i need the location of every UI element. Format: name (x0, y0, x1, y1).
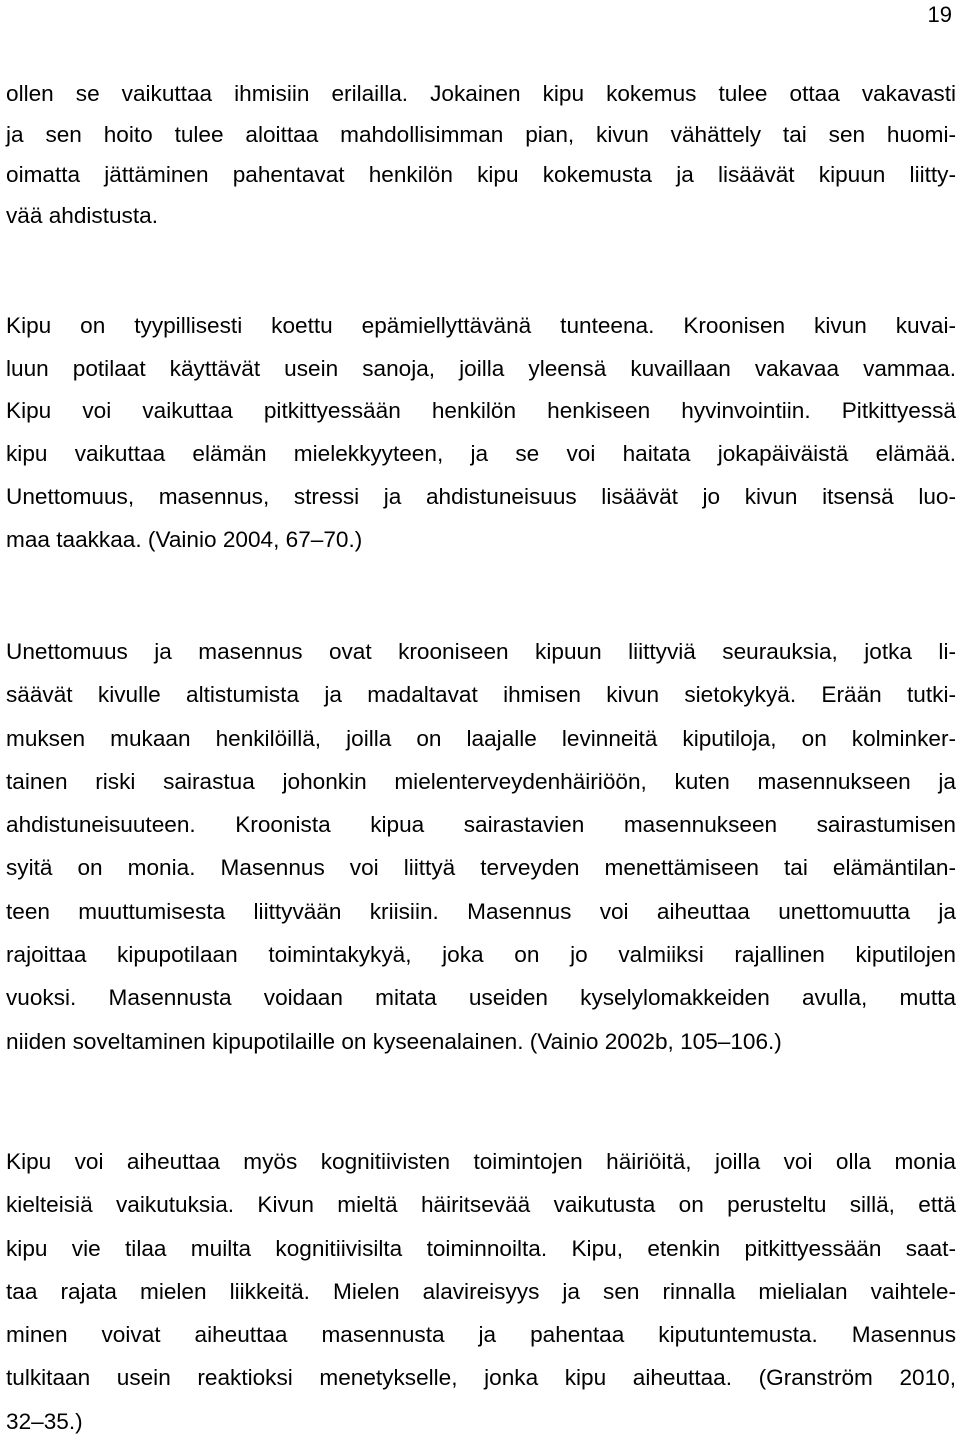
text-line: kipu vie tilaa muilta kognitiivisilta toiminnoilta. Kipu, etenkin pitkittyessään saat- (6, 1235, 956, 1261)
text-line: luun potilaat käyttävät usein sanoja, joilla yleensä kuvaillaan vakavaa vammaa. (6, 355, 956, 381)
page-number: 19 (927, 2, 952, 27)
paragraph-3 (6, 630, 956, 1063)
text-line: oimatta jättäminen pahentavat henkilön kipu kokemusta ja lisäävät kipuun liitty- (6, 162, 956, 187)
paragraph-1 (6, 74, 956, 236)
text-line: kielteisiä vaikutuksia. Kivun mieltä häiritsevää vaikutusta on perusteltu sillä, että (6, 1192, 956, 1218)
text-line: taa rajata mielen liikkeitä. Mielen alavireisyys ja sen rinnalla mielialan vaihtele- (6, 1278, 956, 1304)
text-line: vää ahdistusta. (6, 202, 158, 228)
paragraph-4 (6, 1140, 956, 1443)
text-line: vuoksi. Masennusta voidaan mitata useiden kyselylomakkeiden avulla, mutta (6, 985, 956, 1011)
text-line: Unettomuus ja masennus ovat krooniseen kipuun liittyviä seurauksia, jotka li- (6, 639, 956, 664)
text-line: ollen se vaikuttaa ihmisiin erilailla. Jokainen kipu kokemus tulee ottaa vakavasti (6, 81, 956, 106)
text-line: tainen riski sairastua johonkin mielenterveydenhäiriöön, kuten masennukseen ja (6, 768, 956, 794)
text-line: kipu vaikuttaa elämän mielekkyyteen, ja se voi haitata jokapäiväistä elämää. (6, 441, 956, 467)
text-line: Unettomuus, masennus, stressi ja ahdistuneisuus lisäävät jo kivun itsensä luo- (6, 483, 956, 509)
text-line: muksen mukaan henkilöillä, joilla on laajalle levinneitä kiputiloja, on kolminker- (6, 725, 956, 751)
text-line: teen muuttumisesta liittyvään kriisiin. Masennus voi aiheuttaa unettomuutta ja (6, 898, 956, 924)
text-line: niiden soveltaminen kipupotilaille on kyseenalainen. (Vainio 2002b, 105–106.) (6, 1028, 782, 1054)
text-line: ja sen hoito tulee aloittaa mahdollisimman pian, kivun vähättely tai sen huomi- (6, 121, 956, 147)
paragraph-2 (6, 305, 956, 561)
text-line: Kipu on tyypillisesti koettu epämiellyttävänä tunteena. Kroonisen kivun kuvai- (6, 313, 956, 338)
text-line: tulkitaan usein reaktioksi menetykselle, jonka kipu aiheuttaa. (Granström 2010, (6, 1365, 956, 1391)
text-line: minen voivat aiheuttaa masennusta ja pahentaa kiputuntemusta. Masennus (6, 1322, 956, 1348)
text-line: 32–35.) (6, 1408, 83, 1434)
text-line: Kipu voi aiheuttaa myös kognitiivisten toimintojen häiriöitä, joilla voi olla monia (6, 1149, 956, 1174)
text-line: ahdistuneisuuteen. Kroonista kipua sairastavien masennukseen sairastumisen (6, 812, 956, 838)
text-line: syitä on monia. Masennus voi liittyä terveyden menettämiseen tai elämäntilan- (6, 855, 956, 881)
text-line: rajoittaa kipupotilaan toimintakykyä, joka on jo valmiiksi rajallinen kiputilojen (6, 942, 956, 968)
text-line: maa taakkaa. (Vainio 2004, 67–70.) (6, 526, 363, 552)
text-line: Kipu voi vaikuttaa pitkittyessään henkilön henkiseen hyvinvointiin. Pitkittyessä (6, 398, 956, 424)
text-line: säävät kivulle altistumista ja madaltavat ihmisen kivun sietokykyä. Erään tutki- (6, 682, 956, 708)
